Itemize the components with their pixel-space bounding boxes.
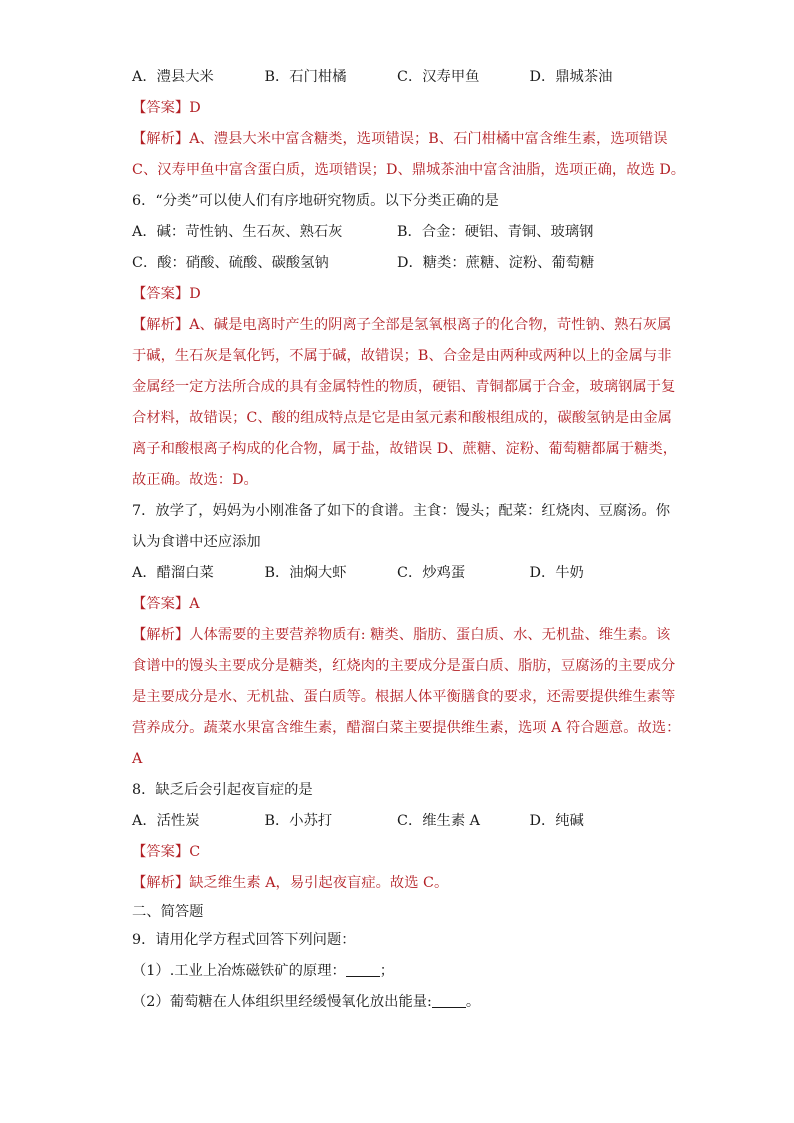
explanation-line: 食谱中的馒头主要成分是糖类，红烧肉的主要成分是蛋白质、脂肪，豆腐汤的主要成分 bbox=[132, 658, 676, 674]
explanation-tag: 【解析】 bbox=[132, 317, 190, 333]
q5-answer bbox=[132, 93, 662, 124]
explanation-line: 离子和酸根离子构成的化合物，属于盐，故错误 D、蔗糖、淀粉、葡萄糖都属于糖类， bbox=[132, 441, 677, 457]
q6-options-row2 bbox=[132, 248, 662, 279]
answer-value: C bbox=[189, 844, 201, 860]
q6-option-c: C．酸：硝酸、硫酸、碳酸氢钠 bbox=[132, 255, 329, 271]
q5-option-d: D．鼎城茶油 bbox=[529, 69, 613, 85]
answer-value: D bbox=[189, 286, 201, 302]
q9-sub2-end: 。 bbox=[465, 994, 481, 1010]
explanation-tag: 【解析】 bbox=[132, 627, 190, 643]
q5-option-c: C．汉寿甲鱼 bbox=[397, 69, 480, 85]
explanation-line: A、碱是电离时产生的阴离子全部是氢氧根离子的化合物，苛性钠、熟石灰属 bbox=[189, 317, 672, 333]
explanation-line: 故正确。故选：D。 bbox=[132, 472, 258, 488]
q6-question: 6．“分类”可以使人们有序地研究物质。以下分类正确的是 bbox=[132, 193, 499, 209]
q6-option-d: D．糖类：蔗糖、淀粉、葡萄糖 bbox=[397, 255, 595, 271]
q5-options bbox=[132, 62, 662, 93]
q7-option-d: D．牛奶 bbox=[529, 565, 584, 581]
q9-sub1-text: （1）.工业上冶炼磁铁矿的原理： bbox=[132, 963, 346, 979]
explanation-line: 营养成分。蔬菜水果富含维生素，醋溜白菜主要提供维生素，选项 A 符合题意。故选： bbox=[132, 720, 681, 736]
q7-option-a: A．醋溜白菜 bbox=[132, 565, 214, 581]
q7-option-c: C．炒鸡蛋 bbox=[397, 565, 466, 581]
q7-options bbox=[132, 558, 662, 589]
q8-question: 8．缺乏后会引起夜盲症的是 bbox=[132, 782, 313, 798]
q7-explanation bbox=[132, 620, 681, 775]
explanation-line: A bbox=[132, 751, 143, 767]
q9-sub2-text: （2）葡萄糖在人体组织里经缓慢氧化放出能量: bbox=[132, 994, 432, 1010]
explanation-line: 是主要成分是水、无机盐、蛋白质等。根据人体平衡膳食的要求，还需要提供维生素等 bbox=[132, 689, 676, 705]
explanation-line: 人体需要的主要营养物质有: 糖类、脂肪、蛋白质、水、无机盐、维生素。该 bbox=[189, 627, 671, 643]
answer-value: A bbox=[189, 596, 200, 612]
answer-blank[interactable] bbox=[432, 991, 466, 1008]
q7-option-b: B．油焖大虾 bbox=[264, 565, 347, 581]
q8-options bbox=[132, 806, 662, 837]
q8-option-a: A．活性炭 bbox=[132, 813, 200, 829]
q8-option-c: C．维生素 A bbox=[397, 813, 480, 829]
explanation-line: A、澧县大米中富含糖类，选项错误；B、石门柑橘中富含维生素，选项错误 bbox=[189, 131, 668, 147]
answer-tag: 【答案】 bbox=[132, 286, 190, 302]
q9-sub2 bbox=[132, 987, 662, 1018]
q6-answer bbox=[132, 279, 662, 310]
q7-answer bbox=[132, 589, 662, 620]
answer-blank[interactable] bbox=[346, 960, 380, 977]
explanation-line: 缺乏维生素 A，易引起夜盲症。故选 C。 bbox=[189, 875, 449, 891]
explanation-line: 于碱，生石灰是氧化钙，不属于碱，故错误；B、合金是由两种或两种以上的金属与非 bbox=[132, 348, 672, 364]
answer-tag: 【答案】 bbox=[132, 596, 190, 612]
q7-question-line: 认为食谱中还应添加 bbox=[132, 534, 261, 550]
q9-sub1 bbox=[132, 956, 662, 987]
q8-explanation bbox=[132, 868, 662, 899]
explanation-tag: 【解析】 bbox=[132, 875, 190, 891]
q5-option-b: B．石门柑橘 bbox=[264, 69, 347, 85]
answer-tag: 【答案】 bbox=[132, 100, 190, 116]
explanation-tag: 【解析】 bbox=[132, 131, 190, 147]
explanation-line: C、汉寿甲鱼中富含蛋白质，选项错误；D、鼎城茶油中富含油脂，选项正确，故选 D。 bbox=[132, 162, 686, 178]
answer-value: D bbox=[189, 100, 201, 116]
q8-answer bbox=[132, 837, 662, 868]
q7-question-line: 7．放学了，妈妈为小刚准备了如下的食谱。主食：馒头；配菜：红烧肉、豆腐汤。你 bbox=[132, 503, 671, 519]
q8-option-b: B．小苏打 bbox=[264, 813, 333, 829]
document-page bbox=[132, 62, 686, 1018]
q6-explanation bbox=[132, 310, 677, 496]
q6-option-a: A．碱：苛性钠、生石灰、熟石灰 bbox=[132, 224, 343, 240]
q9-question: 9．请用化学方程式回答下列问题： bbox=[132, 932, 356, 948]
q6-option-b: B．合金：硬铝、青铜、玻璃钢 bbox=[397, 224, 594, 240]
q8-option-d: D．纯碱 bbox=[529, 813, 584, 829]
q9-sub1-end: ； bbox=[379, 963, 395, 979]
answer-tag: 【答案】 bbox=[132, 844, 190, 860]
q5-option-a: A．澧县大米 bbox=[132, 69, 214, 85]
section-title: 二、简答题 bbox=[132, 904, 204, 920]
explanation-line: 合材料，故错误；C、酸的组成特点是它是由氢元素和酸根组成的，碳酸氢钠是由金属 bbox=[132, 410, 672, 426]
explanation-line: 金属经一定方法所合成的具有金属特性的物质，硬铝、青铜都属于合金，玻璃钢属于复 bbox=[132, 379, 676, 395]
q6-options-row1 bbox=[132, 217, 662, 248]
q5-explanation bbox=[132, 124, 686, 186]
